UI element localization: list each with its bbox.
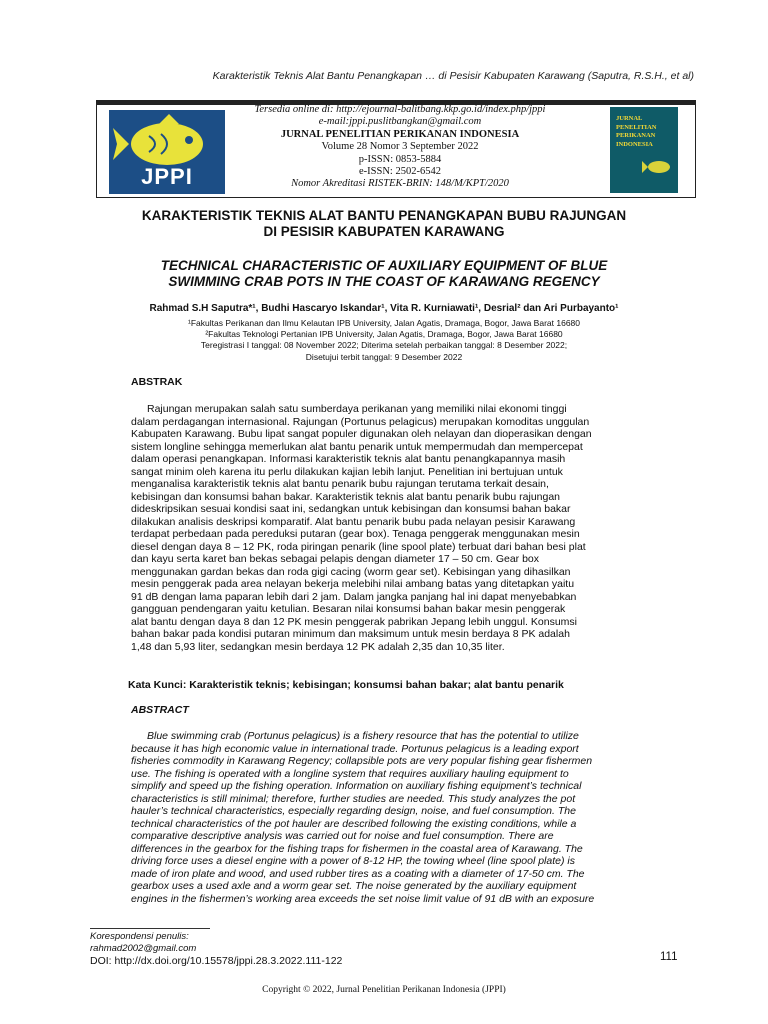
abstract-line: differences in the gearbox for the fishing traps for fishermen in the coastal area of Karawang. The — [131, 842, 583, 855]
abstrak-line: kebisingan dan konsumsi bahan bakar. Karakteristik teknis alat bantu penarik bubu rajungan — [131, 490, 561, 503]
cover-title-line: INDONESIA — [616, 140, 653, 148]
abstract-line: fisheries commodity in Karawang Regency; collapsible pots are very popular fishing gear fishermen — [131, 755, 593, 767]
abstract-line: comparative descriptive analysis was carried out for noise and fuel consumption. There are — [131, 830, 554, 842]
abstrak-line: sangat minim oleh karena itu perlu dilakukan kajian lebih lanjut. Penelitian ini bertujuan untuk — [131, 465, 563, 478]
footnote-rule — [90, 928, 210, 929]
footnote-label: Korespondensi penulis: — [90, 931, 189, 942]
title-english — [96, 258, 672, 290]
abstrak-line: dalam operasi penangkapan. Informasi karakteristik teknis alat bantu penangkapannya masih — [131, 453, 566, 465]
abstract-line: Blue swimming crab (Portunus pelagicus) is a fishery resource that has the potential to utilize — [147, 730, 579, 742]
journal-eissn: e-ISSN: 2502-6542 — [359, 166, 441, 178]
abstract-heading: ABSTRACT — [131, 704, 189, 716]
cover-title-line: PENELITIAN — [616, 123, 657, 131]
abstract-line: made of iron plate and wood, and used rubber tires as a coating with a diameter of 17-50 cm. The — [131, 867, 585, 880]
journal-email: e-mail:jppi.puslitbangkan@gmail.com — [318, 116, 482, 128]
journal-volume: Volume 28 Nomor 3 September 2022 — [321, 141, 479, 153]
abstract-line: driving force uses a diesel engine with a power of 8-12 HP, the towing wheel (line spool plate) is — [131, 855, 575, 867]
cover-title-line: PERIKANAN — [616, 132, 656, 139]
abstrak-line: 91 dB dengan lama paparan lebih dari 2 jam. Dalam jangka panjang hal ini dapat menyebabkan — [131, 590, 577, 603]
abstract-body — [131, 730, 643, 905]
journal-header-box — [96, 100, 696, 198]
abstract-line: gearbox uses a used axle and a worm gear set. The noise generated by the auxiliary equipment — [131, 880, 577, 892]
journal-name: JURNAL PENELITIAN PERIKANAN INDONESIA — [280, 128, 520, 140]
journal-pissn: p-ISSN: 0853-5884 — [358, 153, 442, 165]
logo-text: JPPI — [141, 164, 193, 189]
abstrak-line: dalam perdagangan internasional. Rajungan (Portunus pelagicus) merupakan komoditas unggulan — [131, 415, 590, 428]
cover-title — [616, 115, 656, 149]
abstrak-heading: ABSTRAK — [131, 376, 183, 388]
abstract-line: technical characteristics of the pot hauler are described following the existing conditions, while a — [131, 817, 577, 830]
abstrak-line: Kabupaten Karawang. Bubu lipat sangat populer digunakan oleh nelayan dan dioperasikan dengan — [131, 428, 592, 440]
abstrak-line: dilakukan analisis deskripsi komparatif. Alat bantu penarik bubu pada nelayan pesisir Karawang — [131, 515, 576, 528]
title-line: KARAKTERISTIK TEKNIS ALAT BANTU PENANGKAPAN BUBU RAJUNGAN — [141, 208, 627, 223]
abstrak-line: Rajungan merupakan salah satu sumberdaya perikanan yang memiliki nilai ekonomi tinggi — [147, 403, 567, 415]
journal-info — [235, 104, 565, 191]
abstract-line: use. The fishing is operated with a longline system that requires auxiliary hauling equipment to — [131, 767, 569, 780]
approval-date: Disetujui terbit tanggal: 9 Desember 2022 — [305, 352, 463, 362]
authors: Rahmad S.H Saputra*¹, Budhi Hascaryo Iskandar¹, Vita R. Kurniawati¹, Desrial² dan Ari Purbayanto¹ — [149, 303, 619, 314]
cover-fish-icon — [642, 159, 672, 175]
abstrak-line: gangguan pendengaran yaitu ketulian. Besaran nilai konsumsi bahan bakar mesin penggerak — [131, 603, 566, 615]
abstract-line: engines in the fishermen’s working area exceeds the set noise limit value of 91 dB with an exposure — [131, 892, 595, 905]
abstrak-line: sistem longline sehingga memerlukan alat bantu penarik untuk mempermudah dan mempercepat — [131, 440, 583, 453]
abstract-line: because it has high economic value in international trade. Portunus pelagicus is a leading export — [131, 742, 579, 755]
journal-cover — [610, 107, 678, 193]
footnote-email: rahmad2002@gmail.com — [90, 942, 197, 954]
abstract-line: characteristics is still minimal; therefore, further studies are needed. This study analyzes the pot — [131, 792, 576, 805]
abstract-line: simplify and speed up the fishing operation. Information on auxiliary fishing equipment’s technical — [131, 780, 582, 792]
jppi-logo — [109, 110, 225, 194]
abstrak-line: bahan bakar pada kondisi putaran minimum dan maksimum untuk mesin berdaya 8 PK adalah — [131, 628, 570, 640]
available-online: Tersedia online di: http://ejournal-balitbang.kkp.go.id/index.php/jppi — [254, 104, 546, 115]
abstrak-body — [131, 403, 643, 653]
title-indonesian — [96, 208, 672, 240]
affiliation: ¹Fakultas Perikanan dan Ilmu Kelautan IPB University, Jalan Agatis, Dramaga, Bogor, Jawa Barat 16680 — [188, 318, 580, 328]
abstrak-line: diesel dengan daya 8 – 12 PK, roda piringan penarik (line spool plate) terbuat dari bahan besi plat — [131, 540, 586, 553]
title-line: DI PESISIR KABUPATEN KARAWANG — [263, 224, 505, 239]
abstrak-line: 1,48 dan 5,93 liter, sedangkan mesin berdaya 12 PK adalah 2,35 dan 10,35 liter. — [131, 640, 505, 653]
abstrak-line: mesin penggerak pada area nelayan bekerja melebihi nilai ambang batas yang ditetapkan yaitu — [131, 578, 575, 590]
abstrak-line: dideskripsikan sesuai kondisi saat ini, sedangkan untuk kebisingan dan konsumsi bahan bakar — [131, 503, 571, 515]
running-head: Karakteristik Teknis Alat Bantu Penangkapan … di Pesisir Kabupaten Karawang (Saputra, R.S.H., et al) — [212, 70, 694, 82]
page-number: 111 — [660, 951, 678, 963]
abstrak-line: menganalisa karakteristik teknis alat bantu penarik bubu rajungan terutama terkait desain, — [131, 478, 549, 490]
title-line: TECHNICAL CHARACTERISTIC OF AUXILIARY EQUIPMENT OF BLUE — [160, 258, 608, 273]
keywords: Kata Kunci: Karakteristik teknis; kebisingan; konsumsi bahan bakar; alat bantu penarik — [128, 679, 564, 691]
abstrak-line: menggunakan gardan bekas dan roda gigi cacing (worm gear set). Kebisingan yang dihasilkan — [131, 565, 571, 578]
registration-dates: Teregistrasi I tanggal: 08 November 2022; Diterima setelah perbaikan tanggal: 8 Desember 2022; — [200, 340, 568, 350]
abstrak-line: alat bantu dengan daya 8 dan 12 PK mesin penggerak pabrikan Jepang lebih unggul. Konsumsi — [131, 615, 577, 628]
abstrak-line: terdapat perbedaan pada pereduksi putaran (gear box). Tenaga penggerak menggunakan mesin — [131, 528, 580, 540]
cover-title-line: JURNAL — [616, 115, 643, 122]
correspondence-footnote — [90, 931, 196, 954]
abstrak-line: dan kayu serta karet ban bekas sebagai pelapis dengan diameter 17 – 50 cm. Gear box — [131, 553, 540, 565]
title-line: SWIMMING CRAB POTS IN THE COAST OF KARAWANG REGENCY — [168, 274, 600, 289]
copyright: Copyright © 2022, Jurnal Penelitian Perikanan Indonesia (JPPI) — [262, 985, 506, 995]
doi-link[interactable]: DOI: http://dx.doi.org/10.15578/jppi.28.3.2022.111-122 — [90, 955, 343, 967]
abstract-line: hauler’s technical characteristics, especially regarding design, noise, and fuel consumption. The — [131, 805, 576, 817]
affiliation: ²Fakultas Teknologi Pertanian IPB University, Jalan Agatis, Dramaga, Bogor, Jawa Barat 16680 — [205, 329, 563, 339]
journal-accreditation: Nomor Akreditasi RISTEK-BRIN: 148/M/KPT/2020 — [291, 178, 509, 190]
